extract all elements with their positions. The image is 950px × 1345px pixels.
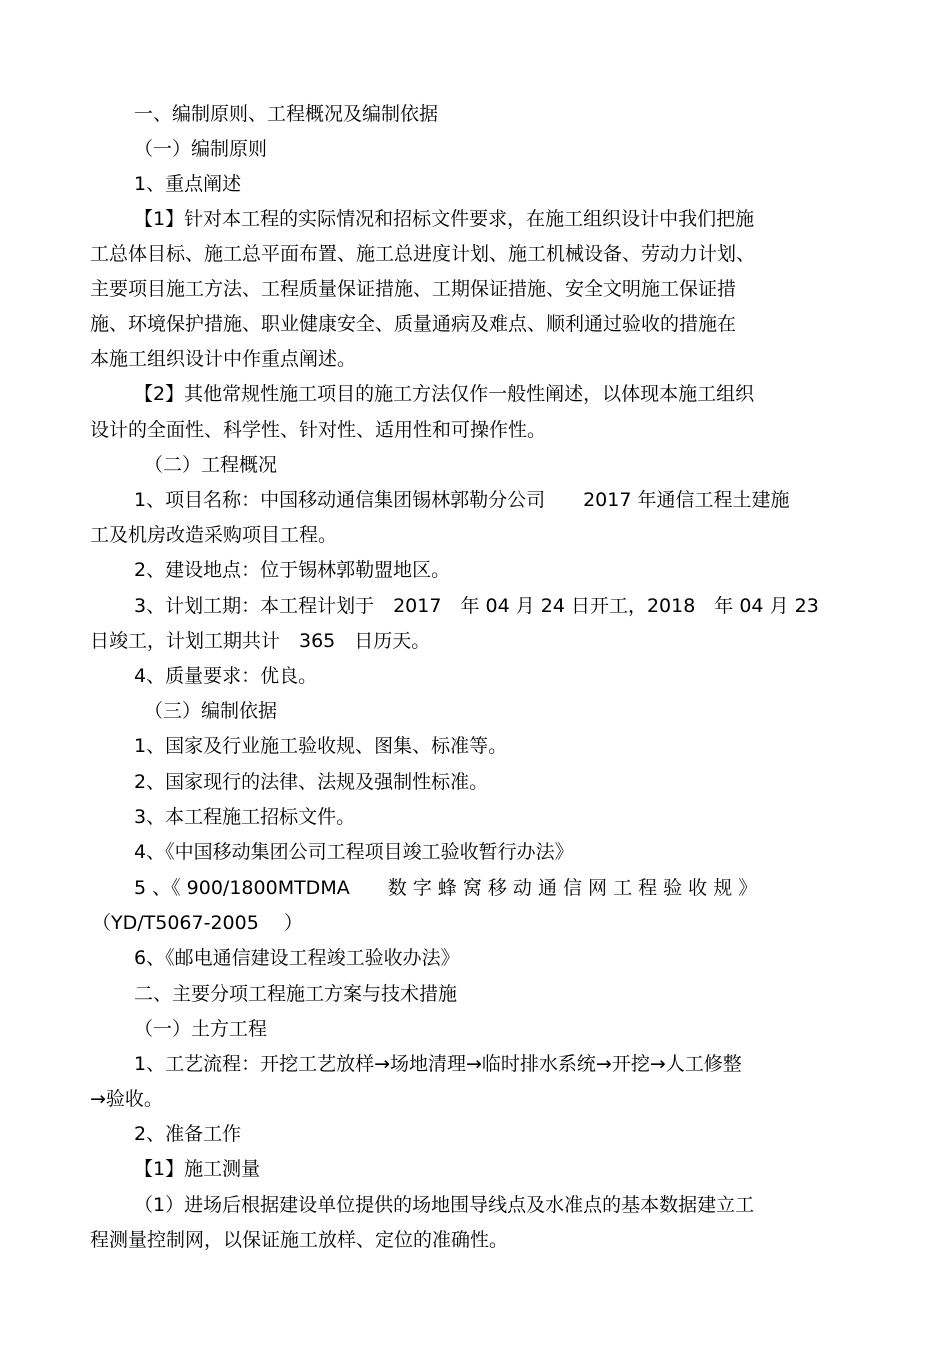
section-heading-1: 一、编制原则、工程概况及编制依据 [134, 103, 439, 125]
subsection-heading-1-1: （一）编制原则 [134, 138, 268, 160]
paragraph-line: 工总体目标、施工总平面布置、施工总进度计划、施工机械设备、劳动力计划、 [90, 243, 756, 265]
paragraph-line: 日竣工，计划工期共计 365 日历天。 [90, 630, 431, 652]
paragraph-line: （1）进场后根据建设单位提供的场地围导线点及水准点的基本数据建立工 [134, 1194, 755, 1216]
paragraph-line: 工及机房改造采购项目工程。 [90, 524, 338, 546]
list-item-continuation: （YD/T5067-2005 ） [92, 912, 303, 934]
paragraph-line: 本施工组织设计中作重点阐述。 [90, 348, 357, 370]
paragraph-line: 主要项目施工方法、工程质量保证措施、工期保证措施、安全文明施工保证措 [90, 278, 737, 300]
paragraph-line: 3、计划工期：本工程计划于 2017 年 04 月 24 日开工，2018 年 04 月 23 [134, 595, 819, 617]
list-item: 1、国家及行业施工验收规、图集、标准等。 [134, 735, 508, 757]
list-item: 6、《邮电通信建设工程竣工验收办法》 [134, 947, 460, 969]
subsection-heading-1-2: （二）工程概况 [144, 454, 278, 476]
paragraph-line: 1、项目名称：中国移动通信集团锡林郭勒分公司 2017 年通信工程土建施 [134, 489, 790, 511]
paragraph-line: 2、建设地点：位于锡林郭勒盟地区。 [134, 559, 451, 581]
item-heading: 【1】施工测量 [134, 1158, 261, 1180]
list-item: 5 、《 900/1800MTDMA 数 字 蜂 窝 移 动 通 信 网 工 程 验 收 规 》 [134, 877, 758, 899]
item-heading: 1、重点阐述 [134, 173, 242, 195]
subsection-heading-2-1: （一）土方工程 [134, 1018, 268, 1040]
paragraph-line: 设计的全面性、科学性、针对性、适用性和可操作性。 [90, 419, 547, 441]
paragraph-line: 1、工艺流程：开挖工艺放样→场地清理→临时排水系统→开挖→人工修整 [134, 1053, 742, 1075]
paragraph-line: →验收。 [90, 1088, 163, 1110]
subsection-heading-1-3: （三）编制依据 [144, 700, 278, 722]
list-item: 2、国家现行的法律、法规及强制性标准。 [134, 771, 489, 793]
item-heading: 2、准备工作 [134, 1123, 242, 1145]
paragraph-line: 程测量控制网，以保证施工放样、定位的准确性。 [90, 1229, 509, 1251]
paragraph-line: 【1】针对本工程的实际情况和招标文件要求，在施工组织设计中我们把施 [134, 208, 755, 230]
list-item: 4、《中国移动集团公司工程项目竣工验收暂行办法》 [134, 841, 574, 863]
paragraph-line: 4、质量要求：优良。 [134, 665, 318, 687]
paragraph-line: 施、环境保护措施、职业健康安全、质量通病及难点、顺利通过验收的措施在 [90, 313, 737, 335]
paragraph-line: 【2】其他常规性施工项目的施工方法仅作一般性阐述，以体现本施工组织 [134, 383, 755, 405]
list-item: 3、本工程施工招标文件。 [134, 806, 356, 828]
section-heading-2: 二、主要分项工程施工方案与技术措施 [134, 983, 458, 1005]
